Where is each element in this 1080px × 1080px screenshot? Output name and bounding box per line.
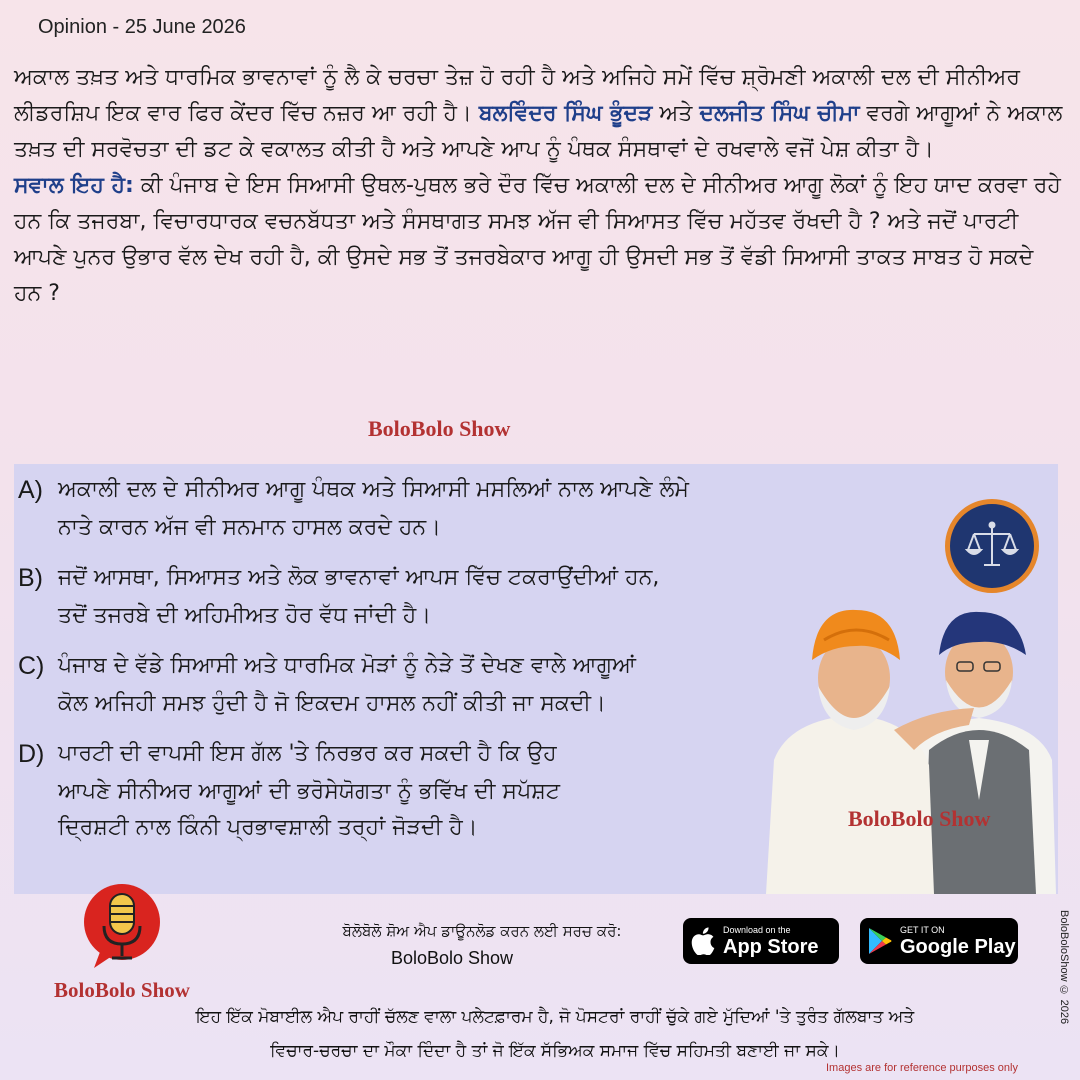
- option-text-line: ਪੰਜਾਬ ਦੇ ਵੱਡੇ ਸਿਆਸੀ ਅਤੇ ਧਾਰਮਿਕ ਮੋੜਾਂ ਨੂੰ ਨੇੜੇ ਤੋਂ ਦੇਖਣ ਵਾਲੇ ਆਗੂਆਂ: [58, 653, 637, 678]
- google-play-small-text: GET IT ON: [900, 924, 945, 935]
- option-letter: A): [18, 476, 43, 504]
- option-letter: C): [18, 652, 45, 680]
- copyright-notice: BoloBoloShow © 2026: [1058, 910, 1070, 1025]
- option-letter: D): [18, 740, 45, 768]
- option-a[interactable]: [18, 472, 878, 546]
- apple-icon: [683, 927, 723, 955]
- microphone-icon: [80, 882, 164, 972]
- option-text-line: ਆਪਣੇ ਸੀਨੀਅਰ ਆਗੂਆਂ ਦੀ ਭਰੋਸੇਯੋਗਤਾ ਨੂੰ ਭਵਿੱਖ ਦੀ ਸਪੱਸ਼ਟ: [58, 779, 561, 804]
- leaders-illustration: [764, 600, 1060, 894]
- option-c[interactable]: [18, 648, 878, 722]
- app-search-text: ਬੋਲੋਬੋਲੋ ਸ਼ੋਅ ਐਪ ਡਾਊਨਲੋਡ ਕਰਨ ਲਈ ਸਰਚ ਕਰੋ:: [342, 922, 622, 940]
- illustration-watermark: BoloBolo Show: [848, 806, 991, 831]
- app-store-small-text: Download on the: [723, 924, 791, 935]
- footer-line-2: ਵਿਚਾਰ-ਚਰਚਾ ਦਾ ਮੌਕਾ ਦਿੰਦਾ ਹੈ ਤਾਂ ਜੋ ਇੱਕ ਸੱਭਿਅਕ ਸਮਾਜ ਵਿੱਚ ਸਹਿਮਤੀ ਬਣਾਈ ਜਾ ਸਕੇ।: [270, 1041, 840, 1061]
- option-text-line: ਤਦੋਂ ਤਜਰਬੇ ਦੀ ਅਹਿਮੀਅਤ ਹੋਰ ਵੱਧ ਜਾਂਦੀ ਹੈ।: [58, 603, 432, 628]
- google-play-icon: [860, 927, 900, 955]
- footer-description: [80, 1000, 1030, 1068]
- intro-paragraph: [14, 60, 1064, 312]
- google-play-button[interactable]: [860, 918, 1018, 964]
- option-d[interactable]: [18, 736, 878, 846]
- intro-text-2: ਅਤੇ: [652, 101, 700, 126]
- intro-text-3: ਵਰਗੇ ਆਗੂਆਂ ਨੇ ਅਕਾਲ ਤਖ਼ਤ ਦੀ ਸਰਵੋਚਤਾ ਦੀ ਡਟ ਕੇ ਵਕਾਲਤ ਕੀਤੀ ਹੈ ਅਤੇ ਆਪਣੇ ਆਪ ਨੂੰ ਪੰਥਕ ਸੰਸਥਾਵਾਂ ਦੇ ਰਖਵਾਲੇ ਵਜੋਂ ਪੇਸ਼ ਕੀਤਾ ਹੈ।: [14, 101, 1063, 162]
- app-store-button[interactable]: [683, 918, 839, 964]
- scales-of-justice-icon: [945, 499, 1039, 593]
- brand-watermark: BoloBolo Show: [368, 416, 511, 441]
- option-b[interactable]: [18, 560, 878, 634]
- app-store-big-text: App Store: [723, 935, 819, 958]
- reference-note: Images are for reference purposes only: [826, 1062, 1018, 1074]
- google-play-big-text: Google Play: [900, 935, 1016, 958]
- app-name: BoloBolo Show: [390, 948, 514, 968]
- option-text-line: ਕੋਲ ਅਜਿਹੀ ਸਮਝ ਹੁੰਦੀ ਹੈ ਜੋ ਇਕਦਮ ਹਾਸਲ ਨਹੀਂ ਕੀਤੀ ਜਾ ਸਕਦੀ।: [58, 691, 606, 716]
- leader-name-2: ਦਲਜੀਤ ਸਿੰਘ ਚੀਮਾ: [699, 101, 860, 126]
- option-text-line: ਪਾਰਟੀ ਦੀ ਵਾਪਸੀ ਇਸ ਗੱਲ 'ਤੇ ਨਿਰਭਰ ਕਰ ਸਕਦੀ ਹੈ ਕਿ ਉਹ: [58, 741, 557, 766]
- question-label: ਸਵਾਲ ਇਹ ਹੈ:: [14, 173, 134, 198]
- bolobolo-logo-text: BoloBolo Show: [54, 978, 190, 1002]
- option-text-line: ਅਕਾਲੀ ਦਲ ਦੇ ਸੀਨੀਅਰ ਆਗੂ ਪੰਥਕ ਅਤੇ ਸਿਆਸੀ ਮਸਲਿਆਂ ਨਾਲ ਆਪਣੇ ਲੰਮੇ: [58, 477, 689, 502]
- date-label: Opinion - 25 June 2026: [38, 16, 246, 38]
- option-text-line: ਜਦੋਂ ਆਸਥਾ, ਸਿਆਸਤ ਅਤੇ ਲੋਕ ਭਾਵਨਾਵਾਂ ਆਪਸ ਵਿੱਚ ਟਕਰਾਉਂਦੀਆਂ ਹਨ,: [58, 565, 660, 590]
- question-text: ਕੀ ਪੰਜਾਬ ਦੇ ਇਸ ਸਿਆਸੀ ਉਥਲ-ਪੁਥਲ ਭਰੇ ਦੌਰ ਵਿੱਚ ਅਕਾਲੀ ਦਲ ਦੇ ਸੀਨੀਅਰ ਆਗੂ ਲੋਕਾਂ ਨੂੰ ਇਹ ਯਾਦ ਕਰਵਾ ਰਹੇ ਹਨ ਕਿ ਤਜਰਬਾ, ਵਿਚਾਰਧਾਰਕ ਵਚਨਬੱਧਤਾ ਅਤੇ ਸੰਸਥਾਗਤ ਸਮਝ ਅੱਜ ਵੀ ਸਿਆਸਤ ਵਿੱਚ ਮਹੱਤਵ ਰੱਖਦੀ ਹੈ ? ਅਤੇ ਜਦੋਂ ਪਾਰਟੀ ਆਪਣੇ ਪੁਨਰ ਉਭਾਰ ਵੱਲ ਦੇਖ ਰਹੀ ਹੈ, ਕੀ ਉਸਦੇ ਸਭ ਤੋਂ ਤਜਰਬੇਕਾਰ ਆਗੂ ਹੀ ਉਸਦੀ ਸਭ ਤੋਂ ਵੱਡੀ ਸਿਆਸੀ ਤਾਕਤ ਸਾਬਤ ਹੋ ਸਕਦੇ ਹਨ ?: [14, 173, 1061, 306]
- option-text-line: ਨਾਤੇ ਕਾਰਨ ਅੱਜ ਵੀ ਸਨਮਾਨ ਹਾਸਲ ਕਰਦੇ ਹਨ।: [58, 515, 441, 540]
- footer-line-1: ਇਹ ਇੱਕ ਮੋਬਾਈਲ ਐਪ ਰਾਹੀਂ ਚੱਲਣ ਵਾਲਾ ਪਲੇਟਫ਼ਾਰਮ ਹੈ, ਜੋ ਪੋਸਟਰਾਂ ਰਾਹੀਂ ਚੁੱਕੇ ਗਏ ਮੁੱਦਿਆਂ 'ਤੇ ਤੁਰੰਤ ਗੱਲਬਾਤ ਅਤੇ: [195, 1007, 915, 1027]
- option-text-line: ਦ੍ਰਿਸ਼ਟੀ ਨਾਲ ਕਿੰਨੀ ਪ੍ਰਭਾਵਸ਼ਾਲੀ ਤਰ੍ਹਾਂ ਜੋੜਦੀ ਹੈ।: [58, 815, 478, 840]
- leader-name-1: ਬਲਵਿੰਦਰ ਸਿੰਘ ਭੂੰਦੜ: [478, 101, 653, 126]
- intro-text-1: ਅਕਾਲ ਤਖ਼ਤ ਅਤੇ ਧਾਰਮਿਕ ਭਾਵਨਾਵਾਂ ਨੂੰ ਲੈ ਕੇ ਚਰਚਾ ਤੇਜ਼ ਹੋ ਰਹੀ ਹੈ ਅਤੇ ਅਜਿਹੇ ਸਮੇਂ ਵਿੱਚ ਸ਼੍ਰੋਮਣੀ ਅਕਾਲੀ ਦਲ ਦੀ ਸੀਨੀਅਰ ਲੀਡਰਸ਼ਿਪ ਇਕ ਵਾਰ ਫਿਰ ਕੇਂਦਰ ਵਿੱਚ ਨਜ਼ਰ ਆ ਰਹੀ ਹੈ।: [14, 65, 1020, 126]
- option-letter: B): [18, 564, 43, 592]
